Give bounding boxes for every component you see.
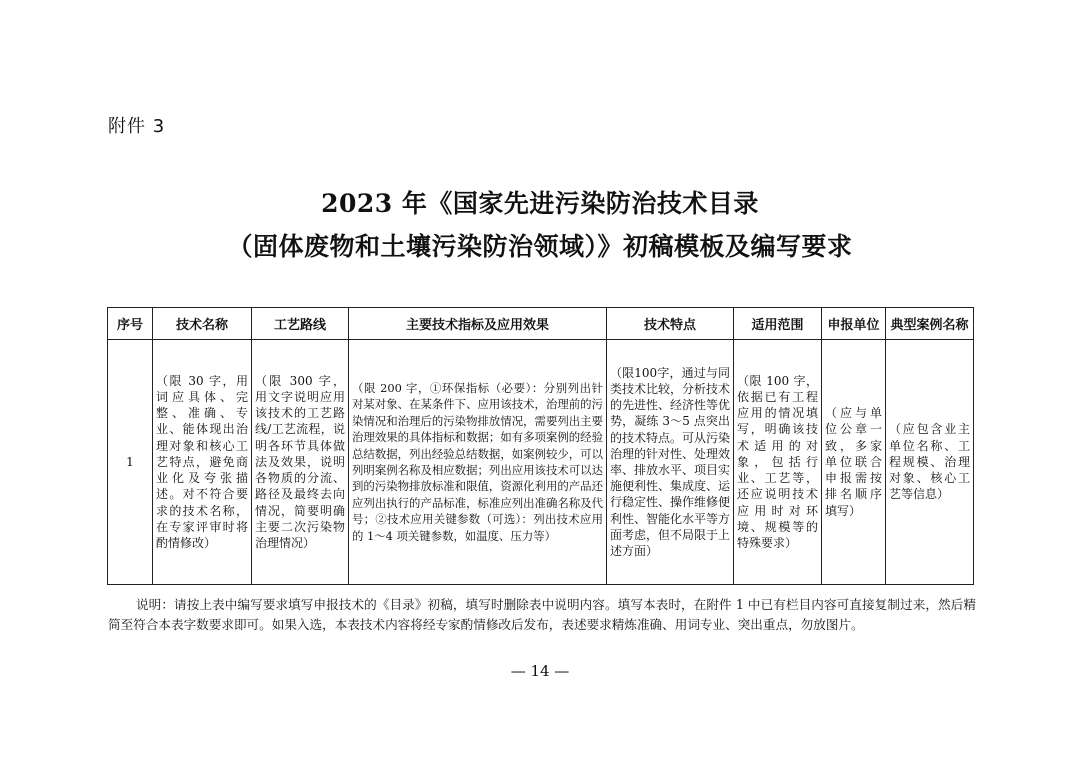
header-applicant-unit: 申报单位 <box>822 308 886 340</box>
cell-typical-cases: （应包含业主单位名称、工程规模、治理对象、核心工艺等信息） <box>886 340 974 585</box>
header-seq: 序号 <box>108 308 153 340</box>
cell-applicant-unit: （应与单位公章一致，多家单位联合申报需按排名顺序填写） <box>822 340 886 585</box>
table-row <box>108 340 974 585</box>
cell-tech-features: （限100字，通过与同类技术比较，分析技术的先进性、经济性等优势，凝练 3～5 点突出的技术特点。可从污染治理的针对性、处理效率、排放水平、项目实施便利性、集成度、运行稳定性、操作维修便利性、智能化水平等方面考虑，但不局限于上述方面） <box>607 340 734 585</box>
cell-process-route: （限 300 字，用文字说明应用该技术的工艺路线/工艺流程，说明各环节具体做法及效果，说明各物质的分流、路径及最终去向情况，简要明确主要二次污染物治理情况） <box>252 340 349 585</box>
cell-scope: （限 100 字，依据已有工程应用的情况填写，明确该技术适用的对象，包括行业、工艺等，还应说明技术应用时对环境、规模等的特殊要求） <box>734 340 822 585</box>
template-table <box>107 307 974 585</box>
header-scope: 适用范围 <box>734 308 822 340</box>
table-header-row <box>108 308 974 340</box>
explanatory-note: 说明：请按上表中编写要求填写申报技术的《目录》初稿，填写时删除表中说明内容。填写本表时，在附件 1 中已有栏目内容可直接复制过来，然后精简至符合本表字数要求即可。如果入选，本表技术内容将经专家酌情修改后发布，表述要求精炼准确、用词专业、突出重点，勿放图片。 <box>108 597 976 632</box>
header-tech-features: 技术特点 <box>607 308 734 340</box>
header-tech-name: 技术名称 <box>153 308 252 340</box>
cell-seq: 1 <box>108 340 153 585</box>
cell-indicators: （限 200 字，①环保指标（必要）：分别列出针对某对象、在某条件下、应用该技术，治理前的污染情况和治理后的污染物排放情况，需要列出主要治理效果的具体指标和数据；如有多项案例的经验总结数据，列出经验总结数据，如案例较少，可以列明案例名称及相应数据；列出应用该技术可以达到的污染物排放标准和限值，资源化利用的产品还应列出执行的产品标准，标准应列出准确名称及代号；②技术应用关键参数（可选）：列出技术应用的 1～4 项关键参数，如温度、压力等） <box>349 340 607 585</box>
document-title-line-2: （固体废物和土壤污染防治领域）》初稿模板及编写要求 <box>227 232 853 261</box>
cell-tech-name: （限 30 字，用词应具体、完整、准确、专业、能体现出治理对象和核心工艺特点，避免商业化及夸张描述。对不符合要求的技术名称，在专家评审时将酌情修改） <box>153 340 252 585</box>
document-title-line-1: 2023 年《国家先进污染防治技术目录 <box>321 189 759 218</box>
header-indicators: 主要技术指标及应用效果 <box>349 308 607 340</box>
header-typical-cases: 典型案例名称 <box>886 308 974 340</box>
page-number: — 14 — <box>510 662 570 680</box>
header-process-route: 工艺路线 <box>252 308 349 340</box>
attachment-label: 附件 3 <box>108 116 166 137</box>
